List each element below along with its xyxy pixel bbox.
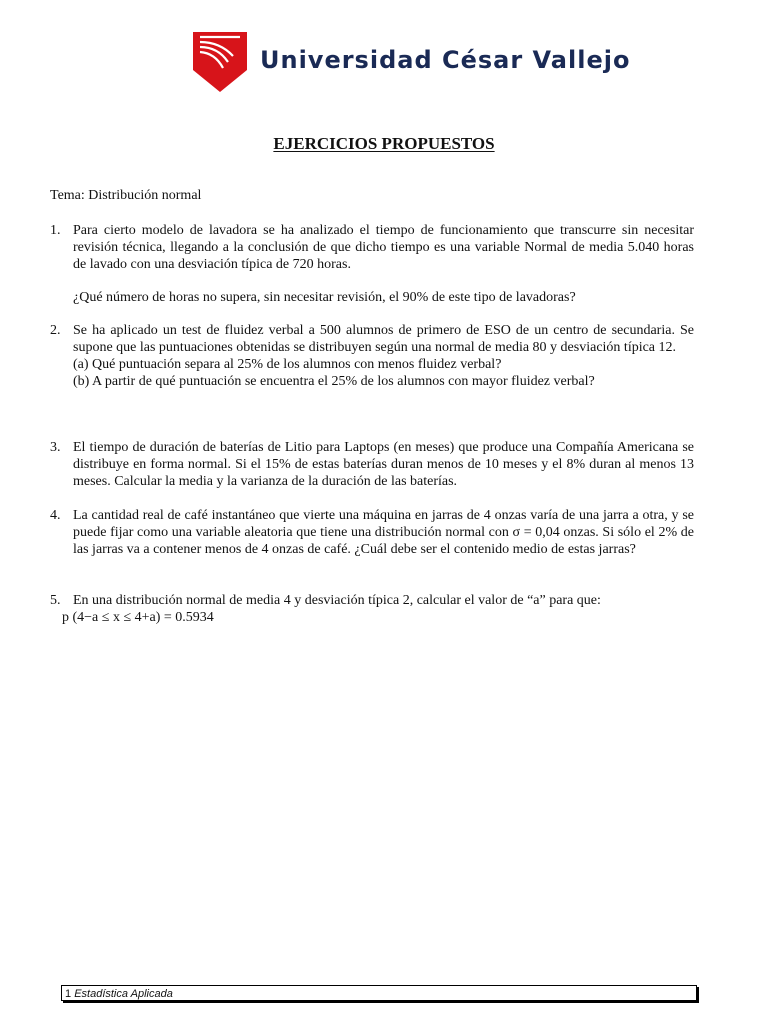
exercise-3 bbox=[50, 439, 694, 490]
exercise-number: 3. bbox=[50, 440, 61, 455]
topic-line: Tema: Distribución normal bbox=[50, 188, 202, 203]
document-title: EJERCICIOS PROPUESTOS bbox=[273, 134, 495, 153]
university-name: Universidad César Vallejo bbox=[260, 46, 631, 74]
exercise-number: 4. bbox=[50, 508, 61, 523]
exercise-text: El tiempo de duración de baterías de Litio para Laptops (en meses) que produce una Compañía Americana se distribuye en forma normal. Si el 15% de estas baterías duran menos de 10 meses y el 8% duran al menos 13 meses. Calcular la media y la varianza de la duración de las baterías. bbox=[73, 440, 694, 489]
exercise-formula: p (4−a ≤ x ≤ 4+a) = 0.5934 bbox=[62, 610, 214, 625]
exercise-part-b: (b) A partir de qué puntuación se encuentra el 25% de los alumnos con mayor fluidez verbal? bbox=[73, 374, 595, 389]
exercise-number: 2. bbox=[50, 323, 61, 338]
exercise-number: 1. bbox=[50, 223, 61, 238]
footer-label: Estadística Aplicada bbox=[74, 988, 173, 1000]
exercise-2 bbox=[50, 322, 694, 390]
exercise-number: 5. bbox=[50, 593, 61, 608]
exercise-text: En una distribución normal de media 4 y desviación típica 2, calcular el valor de “a” para que: bbox=[73, 593, 601, 608]
page-footer bbox=[61, 985, 697, 1001]
exercise-5 bbox=[50, 592, 694, 626]
university-logo-icon bbox=[193, 32, 247, 92]
exercise-text: Se ha aplicado un test de fluidez verbal a 500 alumnos de primero de ESO de un centro de secundaria. Se supone que las puntuaciones obtenidas se distribuyen según una normal de media 80 y desviación típica 12. bbox=[73, 323, 694, 355]
page-number: 1 bbox=[65, 988, 72, 1000]
exercise-4 bbox=[50, 507, 694, 558]
exercise-text: La cantidad real de café instantáneo que vierte una máquina en jarras de 4 onzas varía de una jarra a otra, y se puede fijar como una variable aleatoria que tiene una distribución normal con σ = 0,04 onzas. Si sólo el 2% de las jarras va a contener menos de 4 onzas de café. ¿Cuál debe ser el contenido medio de estas jarras? bbox=[73, 508, 694, 557]
exercise-part-a: (a) Qué puntuación separa al 25% de los alumnos con menos fluidez verbal? bbox=[73, 357, 502, 372]
exercise-1 bbox=[50, 222, 694, 306]
exercise-text: Para cierto modelo de lavadora se ha analizado el tiempo de funcionamiento que transcurre sin necesitar revisión técnica, llegando a la conclusión de que dicho tiempo es una variable Normal de media 5.040 horas de lavado con una desviación típica de 720 horas. bbox=[73, 223, 694, 272]
exercise-question: ¿Qué número de horas no supera, sin necesitar revisión, el 90% de este tipo de lavadoras? bbox=[73, 290, 576, 305]
